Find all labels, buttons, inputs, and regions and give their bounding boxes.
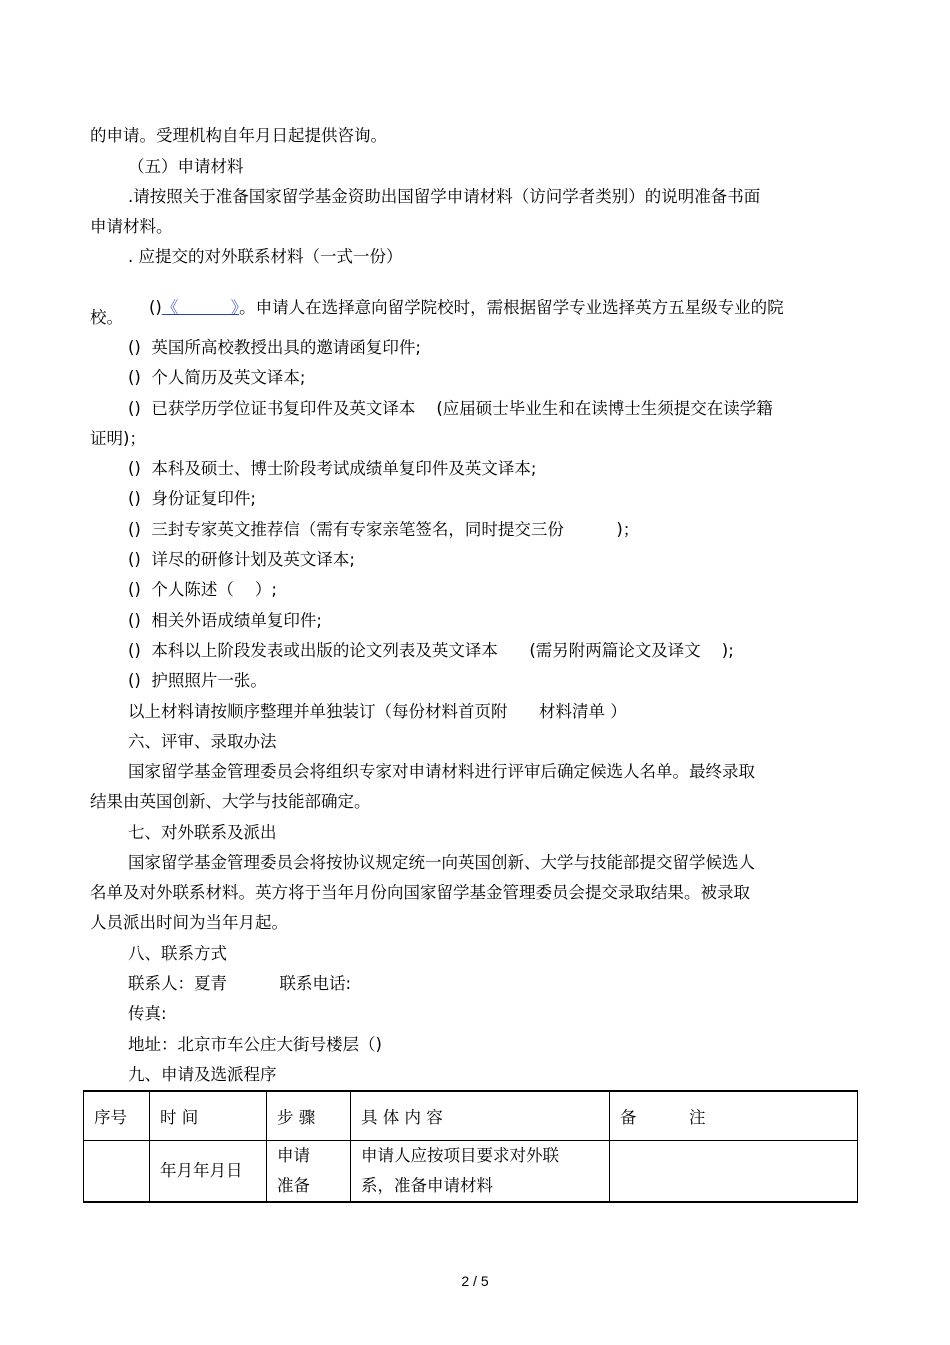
paragraph-line: 以上材料请按顺序整理并单独装订（每份材料首页附 材料清单 ） — [128, 702, 627, 721]
cell-content — [351, 1141, 610, 1203]
cell-step-line: 申请 — [277, 1146, 310, 1165]
list-item: () 相关外语成绩单复印件; — [128, 611, 322, 630]
header-cell-note: 备 注 — [610, 1091, 858, 1141]
cell-step-line: 准备 — [277, 1176, 310, 1195]
cell-no — [84, 1141, 150, 1203]
paragraph-line: . 应提交的对外联系材料（一式一份） — [128, 247, 403, 266]
list-item: () 详尽的研修计划及英文译本; — [128, 550, 355, 569]
list-item: () 身份证复印件; — [128, 489, 256, 508]
paragraph-text: 。申请人在选择意向留学院校时，需根据留学专业选择英方五星级专业的院 — [239, 298, 784, 317]
paragraph-line: 国家留学基金管理委员会将组织专家对申请材料进行评审后确定候选人名单。最终录取 — [128, 762, 755, 781]
header-cell-time: 时 间 — [150, 1091, 267, 1141]
procedure-table — [83, 1090, 858, 1203]
header-cell-content: 具 体 内 容 — [351, 1091, 610, 1141]
list-item: () 本科以上阶段发表或出版的论文列表及英文译本 (需另附两篇论文及译文 ); — [128, 641, 734, 660]
header-cell-step: 步 骤 — [267, 1091, 351, 1141]
section-heading: 九、申请及选派程序 — [128, 1065, 277, 1084]
cell-step — [267, 1141, 351, 1203]
fax-line: 传真: — [128, 1004, 167, 1023]
paragraph-line: 结果由英国创新、大学与技能部确定。 — [90, 792, 371, 811]
list-item: () 已获学历学位证书复印件及英文译本 (应届硕士毕业生和在读博士生须提交在读学籍 — [128, 399, 773, 418]
header-cell-no: 序号 — [84, 1091, 150, 1141]
page-number: 2 / 5 — [461, 1273, 489, 1289]
table-row — [84, 1141, 858, 1203]
section-heading: 八、联系方式 — [128, 944, 227, 963]
list-item: () 三封专家英文推荐信（需有专家亲笔签名，同时提交三份 )； — [128, 520, 640, 539]
list-item: () 个人简历及英文译本; — [128, 368, 306, 387]
list-item: () 护照照片一张。 — [128, 671, 267, 690]
list-item: () 本科及硕士、博士阶段考试成绩单复印件及英文译本; — [128, 459, 537, 478]
cell-time: 年月年月日 — [150, 1141, 267, 1203]
paragraph-line: .请按照关于准备国家留学基金资助出国留学申请材料（访问学者类别）的说明准备书面 — [128, 187, 761, 206]
paragraph-line: 证明)； — [90, 429, 146, 448]
paragraph-line: 的申请。受理机构自年月日起提供咨询。 — [90, 126, 387, 145]
section-heading: （五）申请材料 — [128, 157, 244, 176]
table-header-row — [84, 1091, 858, 1141]
document-link[interactable]: 《 》 — [161, 298, 240, 317]
cell-note — [610, 1141, 858, 1203]
cell-content-line: 系，准备申请材料 — [361, 1176, 493, 1195]
paragraph-line: 名单及对外联系材料。英方将于当年月份向国家留学基金管理委员会提交录取结果。被录取 — [90, 883, 750, 902]
paragraph-line: 申请材料。 — [90, 217, 173, 236]
paragraph-line: 人员派出时间为当年月起。 — [90, 913, 288, 932]
paragraph-line: 国家留学基金管理委员会将按协议规定统一向英国创新、大学与技能部提交留学候选人 — [128, 853, 755, 872]
cell-content-line: 申请人应按项目要求对外联 — [361, 1146, 559, 1165]
section-heading: 六、评审、录取办法 — [128, 732, 277, 751]
section-heading: 七、对外联系及派出 — [128, 823, 277, 842]
list-item: () 英国所高校教授出具的邀请函复印件; — [128, 338, 421, 357]
list-item: () 个人陈述（ ）; — [128, 580, 277, 599]
list-marker: () — [148, 298, 162, 317]
address-line: 地址：北京市车公庄大街号楼层（) — [128, 1035, 382, 1054]
contact-line: 联系人：夏青 联系电话: — [128, 974, 352, 993]
paragraph-line: 校。 — [90, 308, 123, 327]
paragraph-line — [128, 278, 784, 338]
